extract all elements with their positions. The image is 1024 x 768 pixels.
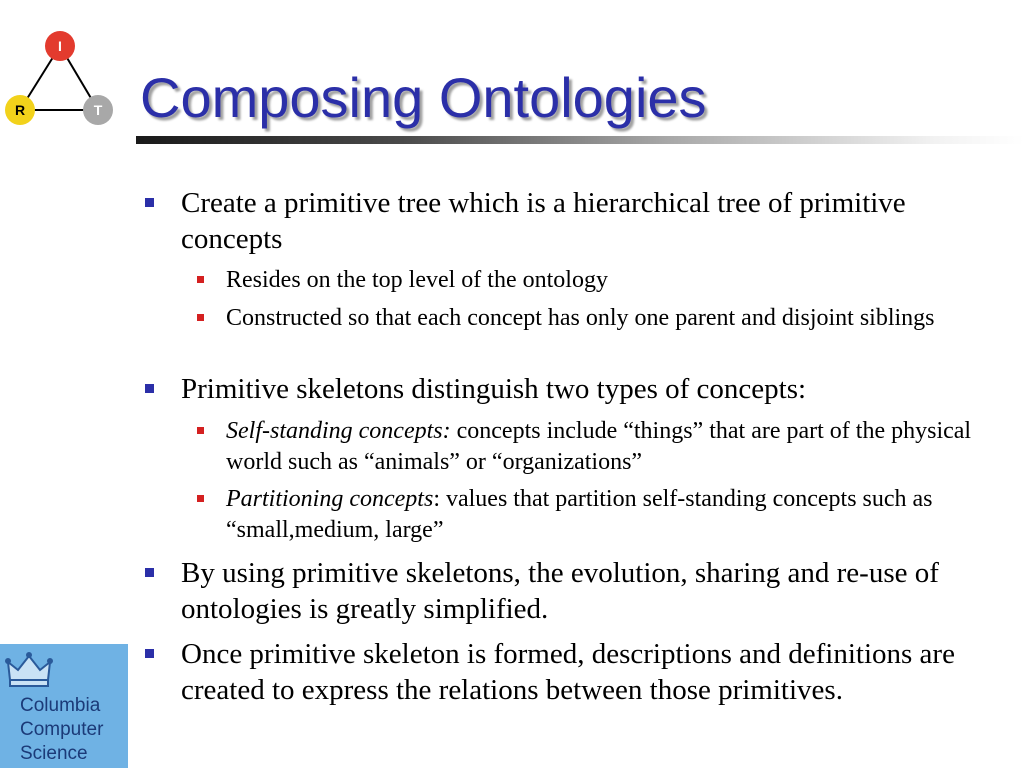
sub-bullet-2-2 xyxy=(226,484,996,546)
sub-bullet-marker xyxy=(197,314,204,321)
sub-bullet-emphasis: Partitioning concepts xyxy=(226,486,434,512)
bullet-text: Primitive skeletons distinguish two types of concepts: xyxy=(181,373,807,405)
sub-bullet-1-2 xyxy=(226,303,996,334)
sub-bullet-marker xyxy=(197,495,204,502)
crown-icon xyxy=(4,650,54,690)
bullet-text: Create a primitive tree which is a hierarchical tree of primitive concepts xyxy=(181,187,906,255)
bullet-2 xyxy=(181,371,1001,407)
bullet-3 xyxy=(181,555,1001,627)
sub-bullet-marker xyxy=(197,276,204,283)
logo-label-r: R xyxy=(14,102,26,118)
logo-label-t: T xyxy=(93,102,103,118)
bullet-text: By using primitive skeletons, the evolution, sharing and re-use of ontologies is greatly simplified. xyxy=(181,557,939,625)
sub-bullet-emphasis: Self-standing concepts: xyxy=(226,418,451,444)
slide-title: Composing Ontologies xyxy=(140,66,707,129)
bullet-1 xyxy=(181,185,1001,257)
bullet-marker xyxy=(145,649,154,658)
bullet-4 xyxy=(181,636,1001,708)
sub-bullet-text: Resides on the top level of the ontology xyxy=(226,267,608,293)
sub-bullet-text: Constructed so that each concept has only one parent and disjoint siblings xyxy=(226,305,935,331)
bullet-marker xyxy=(145,384,154,393)
bullet-text: Once primitive skeleton is formed, descriptions and definitions are created to express the relations between those primitives. xyxy=(181,638,955,706)
sub-bullet-text: : values that partition self-standing concepts such as “small,medium, large” xyxy=(226,486,933,543)
bullet-marker xyxy=(145,568,154,577)
sub-bullet-marker xyxy=(197,427,204,434)
logo-label-i: I xyxy=(58,38,62,54)
bullet-marker xyxy=(145,198,154,207)
logo-line-2: Computer xyxy=(20,719,104,740)
sub-bullet-2-1 xyxy=(226,416,996,478)
logo-line-1: Columbia xyxy=(20,695,101,716)
columbia-logo-text xyxy=(20,694,103,766)
sub-bullet-1-1 xyxy=(226,265,996,296)
logo-line-3: Science xyxy=(20,743,88,764)
columbia-logo xyxy=(0,644,128,768)
sub-bullet-text: concepts include “things” that are part of the physical world such as “animals” or “organizations” xyxy=(226,418,972,475)
